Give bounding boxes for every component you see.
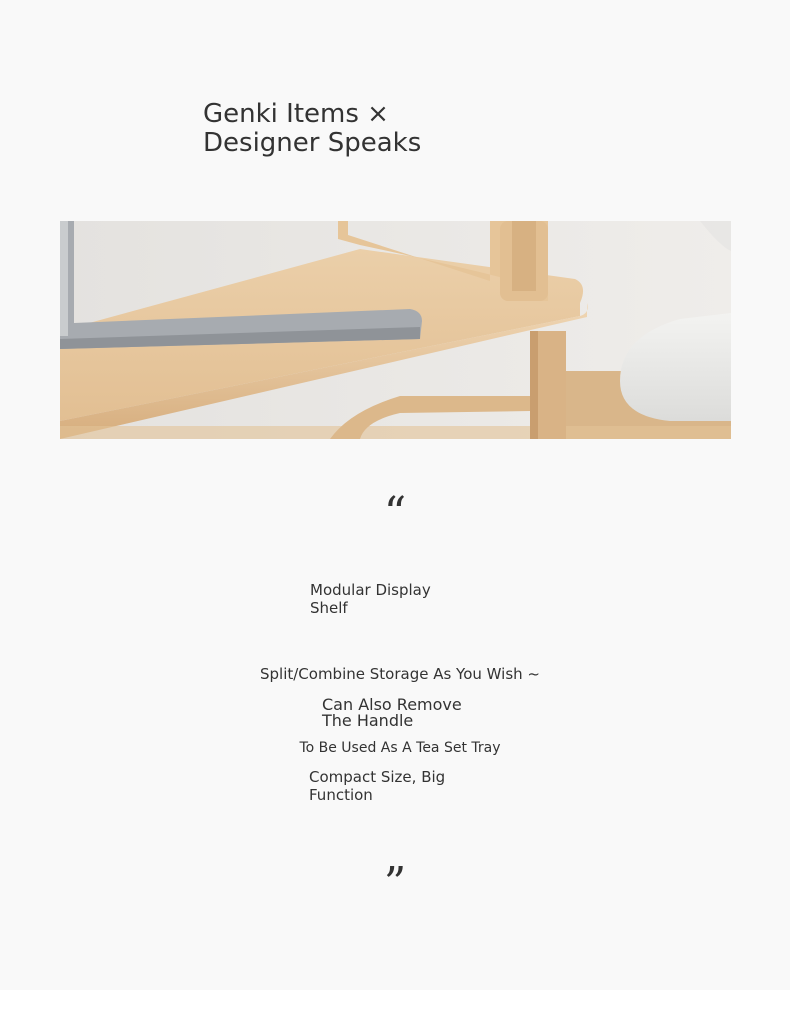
feature-line-4: To Be Used As A Tea Set Tray (299, 740, 501, 756)
close-quote-icon: ” (383, 858, 407, 909)
feature-line-5: Compact Size, Big Function (309, 768, 446, 804)
open-quote-icon: “ (383, 488, 407, 539)
feature-line-3: Can Also Remove The Handle (322, 695, 462, 730)
feature-line-1: Modular Display Shelf (310, 581, 431, 617)
feature-line-2: Split/Combine Storage As You Wish ~ (259, 665, 541, 683)
page-title: Genki Items × Designer Speaks (203, 99, 422, 158)
hero-image (60, 221, 731, 439)
